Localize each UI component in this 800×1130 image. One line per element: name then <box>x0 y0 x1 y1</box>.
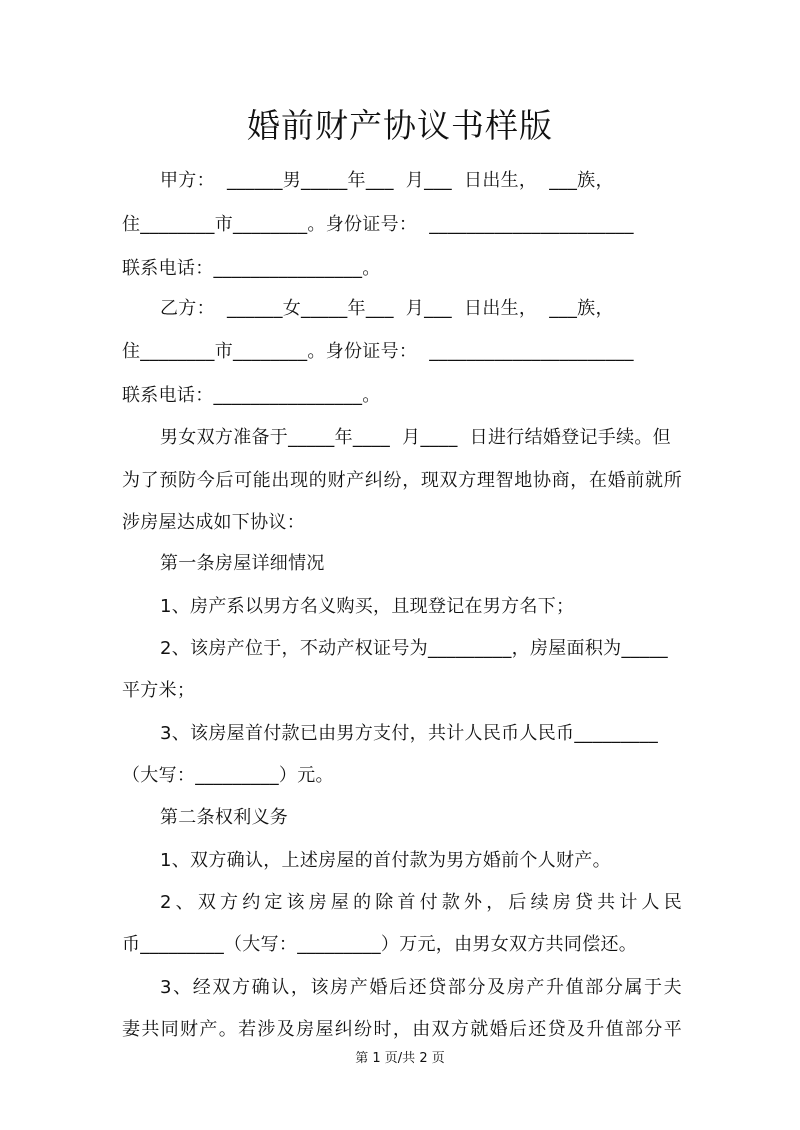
article-2-item-2-line-2: 币_________（大写：_________）万元，由男女双方共同偿还。 <box>122 934 638 955</box>
article-1-item-2-line-2: 平方米； <box>122 680 196 701</box>
party-a-line-1: 甲方： ______男_____年___ 月___ 日出生， ___族， <box>160 170 614 191</box>
page-footer: 第 1 页/共 2 页 <box>355 1051 445 1066</box>
article-2-heading: 第二条权利义务 <box>160 807 289 828</box>
party-b-line-1: 乙方： ______女_____年___ 月___ 日出生， ___族， <box>160 298 614 319</box>
article-1-item-3-line-1: 3、该房屋首付款已由男方支付，共计人民币人民币_________ <box>160 723 659 744</box>
party-a-phone: 联系电话：________________。 <box>122 258 381 279</box>
article-2-item-2-line-1: 2、双方约定该房屋的除首付款外，后续房贷共计人民 <box>160 892 682 913</box>
party-b-line-2: 住________市________。身份证号： ______________________ <box>122 341 634 362</box>
party-b-phone: 联系电话：________________。 <box>122 385 381 406</box>
article-2-item-1: 1、双方确认，上述房屋的首付款为男方婚前个人财产。 <box>160 850 611 871</box>
article-1-item-3-line-2: （大写：_________）元。 <box>122 765 334 786</box>
article-2-item-3-line-2: 妻共同财产。若涉及房屋纠纷时，由双方就婚后还贷及升值部分平 <box>122 1019 682 1040</box>
article-1-item-1: 1、房产系以男方名义购买，且现登记在男方名下； <box>160 596 575 617</box>
article-2-item-3-line-1: 3、经双方确认，该房产婚后还贷部分及房产升值部分属于夫 <box>160 977 682 998</box>
party-a-line-2: 住________市________。身份证号： ______________________ <box>122 214 634 235</box>
intro-line-3: 涉房屋达成如下协议： <box>122 512 305 533</box>
document-title: 婚前财产协议书样版 <box>247 106 553 145</box>
intro-line-2: 为了预防今后可能出现的财产纠纷，现双方理智地协商，在婚前就所 <box>122 470 682 491</box>
article-1-item-2-line-1: 2、该房产位于，不动产权证号为_________，房屋面积为_____ <box>160 638 668 659</box>
article-1-heading: 第一条房屋详细情况 <box>160 553 325 574</box>
intro-line-1: 男女双方准备于_____年____ 月____ 日进行结婚登记手续。但 <box>160 427 671 448</box>
